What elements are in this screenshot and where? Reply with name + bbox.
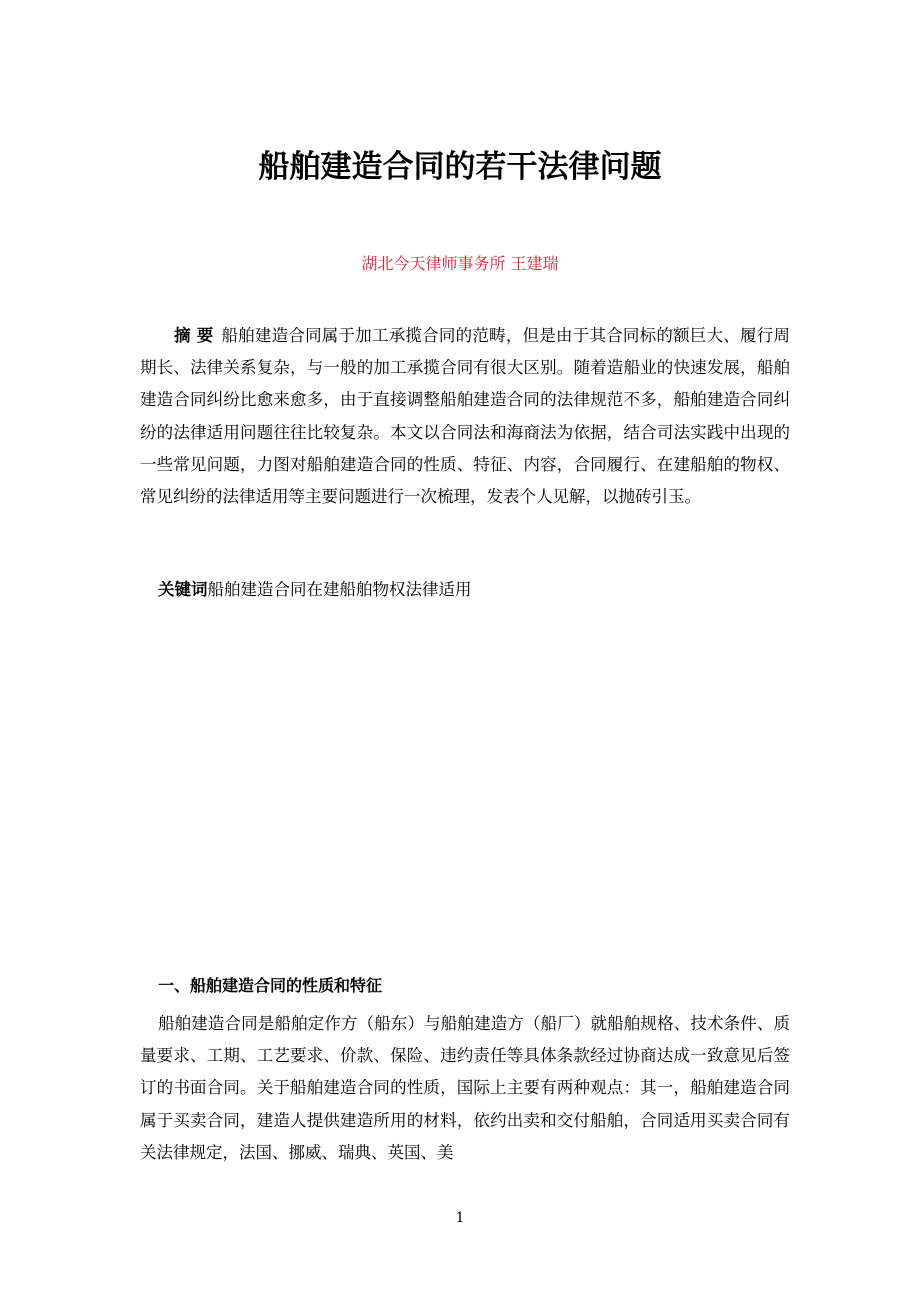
keywords-label: 关键词 xyxy=(158,580,208,599)
abstract-paragraph xyxy=(140,320,790,513)
page-number: 1 xyxy=(455,1210,465,1226)
section-body-paragraph: 船舶建造合同是船舶定作方（船东）与船舶建造方（船厂）就船舶规格、技术条件、质量要求、工期、工艺要求、价款、保险、违约责任等具体条款经过协商达成一致意见后签订的书面合同。关于船舶建造合同的性质，国际上主要有两种观点：其一，船舶建造合同属于买卖合同，建造人提供建造所用的材料，依约出卖和交付船舶，合同适用买卖合同有关法律规定，法国、挪威、瑞典、英国、美 xyxy=(140,1014,790,1162)
abstract-text: 船舶建造合同属于加工承揽合同的范畴，但是由于其合同标的额巨大、履行周期长、法律关系复杂，与一般的加工承揽合同有很大区别。随着造船业的快速发展，船舶建造合同纠纷比愈来愈多，由于直接调整船舶建造合同的法律规范不多，船舶建造合同纠纷的法律适用问题往往比较复杂。本文以合同法和海商法为依据，结合司法实践中出现的一些常见问题，力图对船舶建造合同的性质、特征、内容，合同履行、在建船舶的物权、常见纠纷的法律适用等主要问题进行一次梳理，发表个人见解，以抛砖引玉。 xyxy=(140,326,790,507)
section-heading: 一、船舶建造合同的性质和特征 xyxy=(158,976,383,995)
document-title: 船舶建造合同的若干法律问题 xyxy=(258,149,662,185)
abstract-label: 摘 要 xyxy=(174,326,214,345)
keywords-line xyxy=(158,574,472,606)
author-line: 湖北今天律师事务所 王建瑞 xyxy=(361,254,559,273)
keywords-text: 船舶建造合同在建船舶物权法律适用 xyxy=(207,580,472,599)
